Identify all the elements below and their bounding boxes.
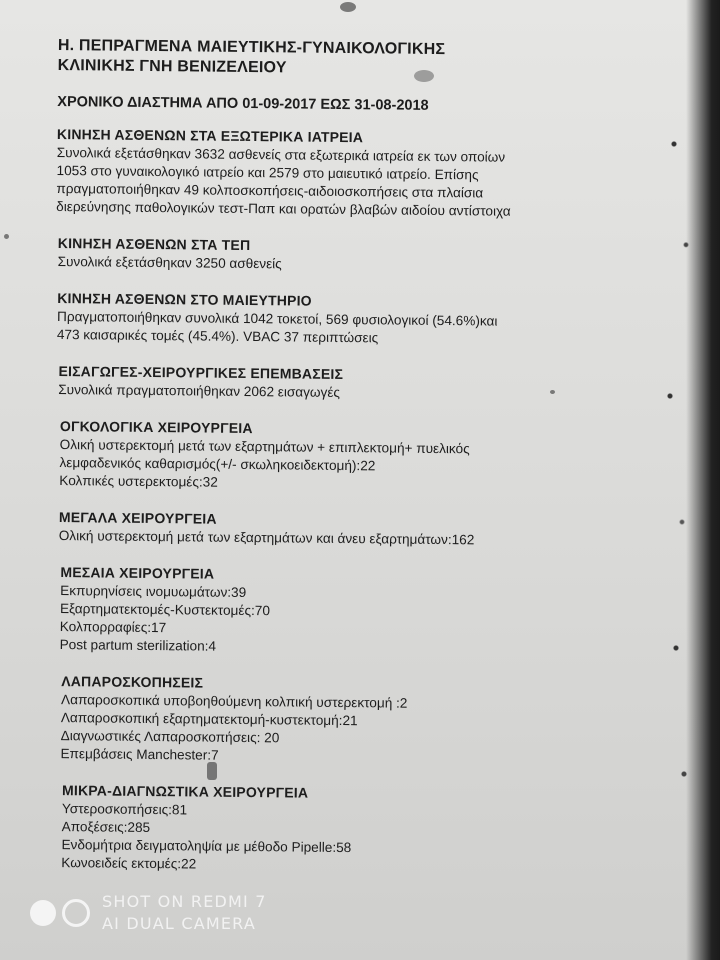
- section-line: 473 καισαρικές τομές (45.4%). VBAC 37 περιπτώσεις: [56, 327, 379, 346]
- section-line: Συνολικά εξετάσθηκαν 3632 ασθενείς στα εξωτερικά ιατρεία εκ των οποίων: [56, 144, 506, 165]
- watermark-line-2: AI DUAL CAMERA: [102, 914, 256, 933]
- section-line: Εκπυρηνίσεις ινομυωμάτων:39: [60, 583, 247, 601]
- toner-blot: [4, 234, 9, 239]
- section-line: Διαγνωστικές Λαπαροσκοπήσεις: 20: [60, 728, 280, 746]
- section-line: Ολική υστερεκτομή μετά των εξαρτημάτων + επιπλεκτομή+ πυελικός: [59, 437, 470, 457]
- section-heading: ΚΙΝΗΣΗ ΑΣΘΕΝΩΝ ΣΤΟ ΜΑΙΕΥΤΗΡΙΟ: [57, 290, 312, 309]
- section-line: Ενδομήτρια δειγματοληψία με μέθοδο Pipelle:58: [61, 837, 352, 856]
- watermark-line-1: SHOT ON REDMI 7: [102, 892, 267, 911]
- document-title-line-2: ΚΛΙΝΙΚΗΣ ΓΝΗ ΒΕΝΙΖΕΛΕΙΟΥ: [57, 56, 287, 77]
- camera-logo: [30, 899, 90, 927]
- section-laparoscopy: [60, 672, 651, 769]
- section-heading: ΜΕΣΑΙΑ ΧΕΙΡΟΥΡΓΕΙΑ: [60, 564, 215, 582]
- section-heading: ΚΙΝΗΣΗ ΑΣΘΕΝΩΝ ΣΤΑ ΤΕΠ: [57, 235, 251, 254]
- section-line: Λαπαροσκοπικά υποβοηθούμενη κολπική υστερεκτομή :2: [60, 692, 408, 711]
- section-medium: [60, 563, 653, 660]
- section-heading: ΛΑΠΑΡΟΣΚΟΠΗΣΕΙΣ: [61, 673, 204, 691]
- section-line: Κολπορραφίες:17: [59, 619, 167, 636]
- toner-blot: [340, 2, 356, 12]
- section-admissions: [58, 362, 654, 405]
- section-line: 1053 στο γυναικολογικό ιατρείο και 2579 στο μαιευτικό ιατρείο. Επίσης: [56, 162, 479, 183]
- document-title-line-1: Η. ΠΕΠΡΑΓΜΕΝΑ ΜΑΙΕΥΤΙΚΗΣ-ΓΥΝΑΙΚΟΛΟΓΙΚΗΣ: [57, 36, 446, 59]
- section-line: Πραγματοποιήθηκαν συνολικά 1042 τοκετοί, 569 φυσιολογικοί (54.6%)και: [56, 309, 498, 329]
- section-emergency: [58, 234, 656, 277]
- watermark-text: [102, 891, 267, 935]
- section-maternity: [57, 289, 656, 350]
- section-oncology: [59, 417, 654, 496]
- section-outpatient: [56, 125, 657, 222]
- section-heading: ΚΙΝΗΣΗ ΑΣΘΕΝΩΝ ΣΤΑ ΕΞΩΤΕΡΙΚΑ ΙΑΤΡΕΙΑ: [56, 125, 364, 146]
- section-line: Επεμβάσεις Manchester:7: [60, 746, 219, 763]
- reporting-period: ΧΡΟΝΙΚΟ ΔΙΑΣΤΗΜΑ ΑΠΟ 01-09-2017 ΕΩΣ 31-08-2018: [57, 93, 429, 114]
- section-line: Αποξέσεις:285: [61, 819, 151, 836]
- ring-circle-icon: [62, 899, 90, 927]
- section-line: Κωνοειδείς εκτομές:22: [61, 855, 197, 872]
- section-major: [59, 508, 653, 551]
- section-heading: ΜΙΚΡΑ-ΔΙΑΓΝΩΣΤΙΚΑ ΧΕΙΡΟΥΡΓΕΙΑ: [62, 782, 309, 801]
- section-line: Συνολικά πραγματοποιήθηκαν 2062 εισαγωγές: [58, 382, 341, 400]
- section-line: λεμφαδενικός καθαρισμός(+/- σκωληκοειδεκτομή):22: [59, 455, 376, 474]
- section-line: Λαπαροσκοπική εξαρτηματεκτομή-κυστεκτομή:21: [60, 710, 358, 729]
- section-line: διερεύνησης παθολογικών τεστ-Παπ και ορατών βλαβών αιδοίου αντίστοιχα: [56, 198, 511, 219]
- section-minor: [61, 781, 650, 878]
- section-line: Post partum sterilization:4: [59, 637, 217, 654]
- filled-circle-icon: [30, 900, 56, 926]
- section-line: Συνολικά εξετάσθηκαν 3250 ασθενείς: [57, 254, 282, 272]
- section-line: Υστεροσκοπήσεις:81: [61, 801, 188, 818]
- section-line: πραγματοποιήθηκαν 49 κολποσκοπήσεις-αιδοιοσκοπήσεις στα πλαίσια: [56, 180, 484, 201]
- toner-specks: [662, 60, 702, 900]
- section-line: Ολική υστερεκτομή μετά των εξαρτημάτων και άνευ εξαρτημάτων:162: [58, 528, 475, 548]
- camera-watermark: [30, 888, 267, 938]
- document-body: [49, 36, 658, 878]
- section-line: Κολπικές υστερεκτομές:32: [59, 473, 218, 490]
- section-heading: ΕΙΣΑΓΩΓΕΣ-ΧΕΙΡΟΥΡΓΙΚΕΣ ΕΠΕΜΒΑΣΕΙΣ: [58, 363, 344, 383]
- section-heading: ΟΓΚΟΛΟΓΙΚΑ ΧΕΙΡΟΥΡΓΕΙΑ: [59, 418, 253, 437]
- section-heading: ΜΕΓΑΛΑ ΧΕΙΡΟΥΡΓΕΙΑ: [58, 509, 217, 527]
- section-line: Εξαρτηματεκτομές-Κυστεκτομές:70: [59, 601, 271, 619]
